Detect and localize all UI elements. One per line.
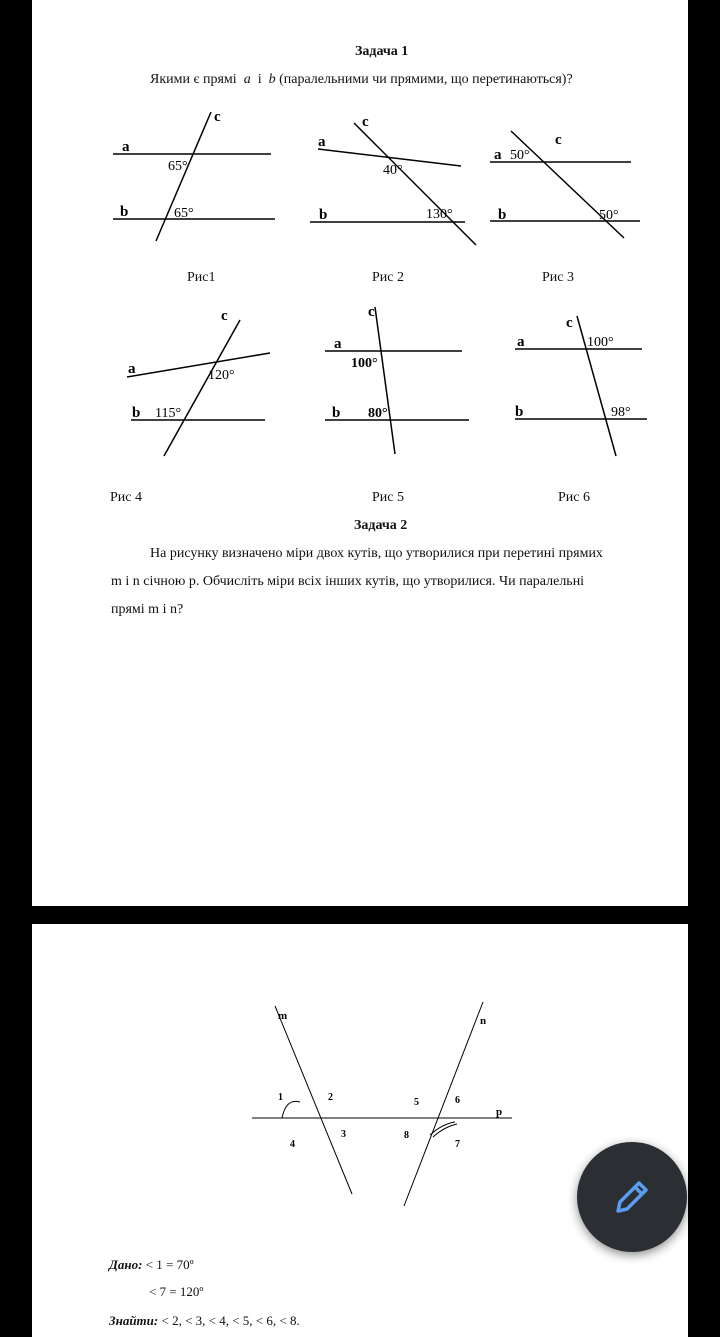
diagram-label-n: n bbox=[480, 1015, 487, 1027]
fig5-label-a: a bbox=[334, 336, 342, 352]
diagram-angle-4: 4 bbox=[290, 1139, 295, 1150]
fig3-angle-top: 50° bbox=[510, 148, 530, 163]
fig4-label-a: a bbox=[128, 361, 136, 377]
task1-title: Задача 1 bbox=[355, 44, 409, 59]
fig1-label-a: a bbox=[122, 139, 130, 155]
task2-diagram-drawing bbox=[250, 998, 540, 1150]
figure-2-drawing bbox=[308, 108, 478, 248]
task2-line-3: прямі m і n? bbox=[111, 602, 184, 617]
document-page-1 bbox=[32, 0, 688, 906]
fig5-label-c: c bbox=[368, 304, 375, 320]
find-line: Знайти: < 2, < 3, < 4, < 5, < 6, < 8. bbox=[109, 1313, 300, 1328]
fig2-label-a: a bbox=[318, 134, 326, 150]
task2-title: Задача 2 bbox=[354, 518, 408, 533]
fig6-label-a: a bbox=[517, 334, 525, 350]
figure-1-drawing bbox=[110, 105, 280, 245]
figure-4-drawing bbox=[120, 308, 290, 458]
task2-diagram bbox=[250, 998, 540, 1150]
task2-line-2: m і n січною p. Обчисліть міри всіх інших кутів, що утворилися. Чи паралельні bbox=[111, 574, 585, 589]
fig4-label-b: b bbox=[132, 405, 141, 421]
diagram-label-p: p bbox=[496, 1106, 503, 1118]
fig6-angle-bottom: 98° bbox=[611, 405, 631, 420]
diagram-label-m: m bbox=[278, 1010, 288, 1022]
figure-2 bbox=[308, 108, 478, 248]
task1-question: Якими є прямі a і b (паралельними чи прямими, що перетинаються)? bbox=[150, 72, 573, 87]
fig6-angle-top: 100° bbox=[587, 335, 614, 350]
fig6-label-b: b bbox=[515, 404, 524, 420]
fig4-angle-top: 120° bbox=[208, 368, 235, 383]
figure-6 bbox=[510, 310, 680, 460]
diagram-angle-3: 3 bbox=[341, 1129, 346, 1140]
figure-3 bbox=[488, 128, 658, 243]
fig5-label-b: b bbox=[332, 405, 341, 421]
fig1-label-b: b bbox=[120, 204, 129, 220]
given-line-1: Дано: < 1 = 70º bbox=[109, 1257, 194, 1272]
fig3-label-b: b bbox=[498, 207, 507, 223]
fig5-angle-bottom: 80° bbox=[368, 406, 388, 421]
diagram-angle-6: 6 bbox=[455, 1095, 460, 1106]
figure-5 bbox=[322, 302, 492, 462]
task2-line-1: На рисунку визначено міри двох кутів, що утворилися при перетині прямих bbox=[150, 546, 603, 561]
fig1-angle-bottom: 65° bbox=[174, 206, 194, 221]
pencil-icon bbox=[610, 1175, 654, 1219]
figure-5-drawing bbox=[322, 302, 492, 462]
fig4-label-c: c bbox=[221, 308, 228, 324]
fig4-angle-bottom: 115° bbox=[155, 406, 182, 421]
diagram-angle-2: 2 bbox=[328, 1092, 333, 1103]
figure-2-caption: Рис 2 bbox=[372, 270, 404, 285]
fig3-angle-bottom: 50° bbox=[599, 208, 619, 223]
figure-6-drawing bbox=[510, 310, 680, 460]
document-page-2 bbox=[32, 924, 688, 1337]
diagram-angle-5: 5 bbox=[414, 1097, 419, 1108]
fig2-label-c: c bbox=[362, 114, 369, 130]
fig3-label-c: c bbox=[555, 132, 562, 148]
fig1-angle-top: 65° bbox=[168, 159, 188, 174]
figure-6-caption: Рис 6 bbox=[558, 490, 590, 505]
figure-1-caption: Рис1 bbox=[187, 270, 216, 285]
figure-1 bbox=[110, 105, 280, 245]
diagram-angle-1: 1 bbox=[278, 1092, 283, 1103]
fig6-label-c: c bbox=[566, 315, 573, 331]
fig1-label-c: c bbox=[214, 109, 221, 125]
figure-4-caption: Рис 4 bbox=[110, 490, 142, 505]
fig5-angle-top: 100° bbox=[351, 356, 378, 371]
fig2-angle-bottom: 130° bbox=[426, 207, 453, 222]
edit-fab-button[interactable] bbox=[577, 1142, 687, 1252]
fig3-label-a: a bbox=[494, 147, 502, 163]
fig2-label-b: b bbox=[319, 207, 328, 223]
figure-4 bbox=[120, 308, 290, 458]
diagram-angle-8: 8 bbox=[404, 1130, 409, 1141]
figure-3-drawing bbox=[488, 128, 658, 243]
given-line-2: < 7 = 120º bbox=[149, 1284, 204, 1299]
fig2-angle-top: 40° bbox=[383, 163, 403, 178]
diagram-angle-7: 7 bbox=[455, 1139, 460, 1150]
figure-5-caption: Рис 5 bbox=[372, 490, 404, 505]
figure-3-caption: Рис 3 bbox=[542, 270, 574, 285]
